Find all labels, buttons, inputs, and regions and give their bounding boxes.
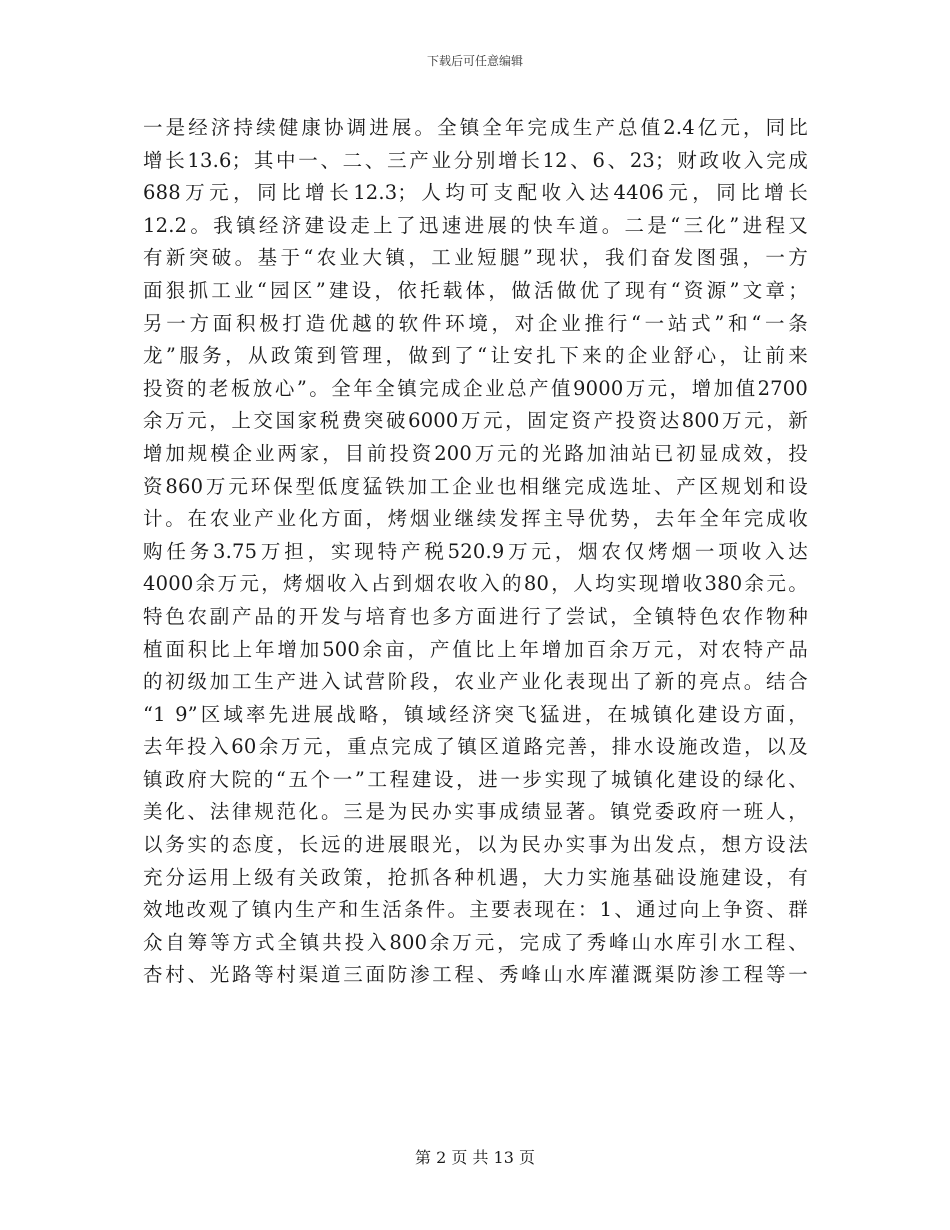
text-line: 增长13.6；其中一、二、三产业分别增长12、6、23；财政收入完成 xyxy=(143,148,808,172)
text-line: 计。在农业产业化方面，烤烟业继续发挥主导优势，去年全年完成收 xyxy=(143,507,808,531)
text-line: 购任务3.75万担，实现特产税520.9万元，烟农仅烤烟一项收入达 xyxy=(143,539,808,563)
text-line: 以务实的态度，长远的进展眼光，以为民办实事为出发点，想方设法 xyxy=(143,833,808,857)
text-line: 美化、法律规范化。三是为民办实事成绩显著。镇党委政府一班人， xyxy=(143,800,808,824)
text-line: 去年投入60余万元，重点完成了镇区道路完善，排水设施改造，以及 xyxy=(143,735,808,759)
text-line: 面狠抓工业“园区”建设，依托载体，做活做优了现有“资源”文章； xyxy=(143,278,808,302)
text-line: 效地改观了镇内生产和生活条件。主要表现在：1、通过向上争资、群 xyxy=(143,898,808,922)
text-line: 镇政府大院的“五个一”工程建设，进一步实现了城镇化建设的绿化、 xyxy=(143,767,808,791)
text-line: 充分运用上级有关政策，抢抓各种机遇，大力实施基础设施建设，有 xyxy=(143,865,808,889)
text-line: 植面积比上年增加500余亩，产值比上年增加百余万元，对农特产品 xyxy=(143,637,808,661)
page-number-footer: 第 2 页 共 13 页 xyxy=(415,1148,535,1167)
text-line: “1 9”区域率先进展战略，镇域经济突飞猛进，在城镇化建设方面， xyxy=(143,702,808,726)
text-line: 688万元，同比增长12.3；人均可支配收入达4406元，同比增长 xyxy=(143,181,808,205)
text-line: 一是经济持续健康协调进展。全镇全年完成生产总值2.4亿元，同比 xyxy=(143,116,808,139)
text-line: 特色农副产品的开发与培育也多方面进行了尝试，全镇特色农作物种 xyxy=(143,604,808,628)
text-line: 众自筹等方式全镇共投入800余万元，完成了秀峰山水库引水工程、 xyxy=(143,930,808,954)
page-header-note: 下载后可任意编辑 xyxy=(426,54,523,68)
text-line: 资860万元环保型低度猛铁加工企业也相继完成选址、产区规划和设 xyxy=(143,474,808,498)
text-line: 的初级加工生产进入试营阶段，农业产业化表现出了新的亮点。结合 xyxy=(143,670,808,694)
text-line: 增加规模企业两家，目前投资200万元的光路加油站已初显成效，投 xyxy=(143,441,808,465)
text-line: 另一方面积极打造优越的软件环境，对企业推行“一站式”和“一条 xyxy=(143,311,808,335)
text-line: 龙”服务，从政策到管理，做到了“让安扎下来的企业舒心，让前来 xyxy=(143,344,808,368)
text-line: 4000余万元，烤烟收入占到烟农收入的80，人均实现增收380余元。 xyxy=(143,572,808,596)
document-body xyxy=(143,112,808,992)
text-line: 杏村、光路等村渠道三面防渗工程、秀峰山水库灌溉渠防渗工程等一 xyxy=(143,963,808,987)
text-line: 投资的老板放心”。全年全镇完成企业总产值9000万元，增加值2700 xyxy=(143,376,808,400)
text-line: 余万元，上交国家税费突破6000万元，固定资产投资达800万元，新 xyxy=(143,409,808,433)
text-line: 有新突破。基于“农业大镇，工业短腿”现状，我们奋发图强，一方 xyxy=(143,246,808,270)
text-line: 12.2。我镇经济建设走上了迅速进展的快车道。二是“三化”进程又 xyxy=(143,213,808,237)
